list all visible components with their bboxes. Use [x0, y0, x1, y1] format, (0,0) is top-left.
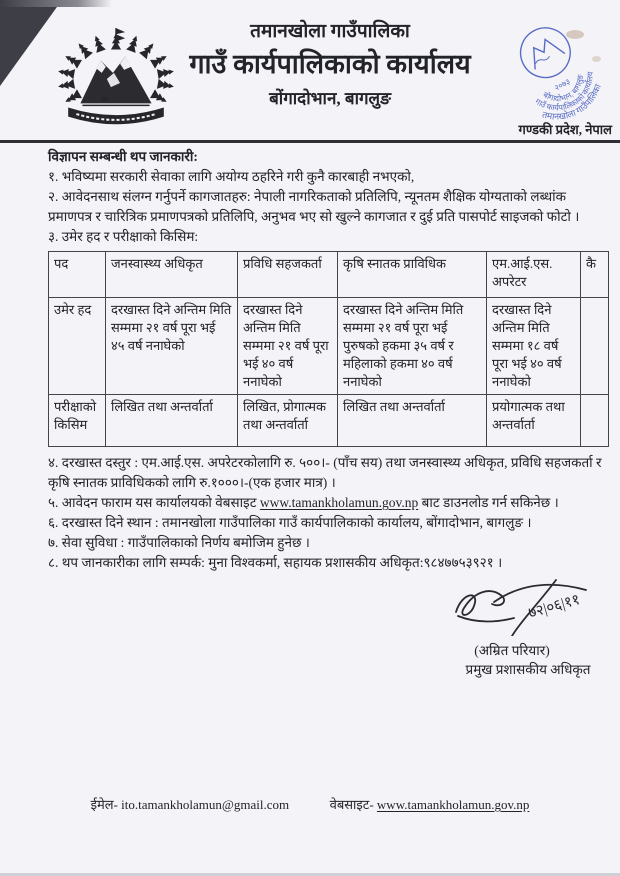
col-header-agriculture-graduate: कृषि स्नातक प्राविधिक [338, 252, 487, 298]
table-cell: लिखित तथा अन्तर्वार्ता [338, 395, 487, 447]
table-cell-empty [581, 395, 609, 447]
table-header-row [49, 252, 609, 298]
signature-date-scribble: ७२|०६|११ [526, 591, 582, 622]
table-cell: दरखास्त दिने अन्तिम मिति सम्ममा २१ वर्ष पूरा भई पुरुषको हकमा ३५ वर्ष र महिलाको हकमा ४० वर्ष ननाघेको [338, 298, 487, 395]
stamp-text-2: गाउँ कार्यपालिकाको कार्यालय [533, 71, 595, 113]
item-5-text: बाट डाउनलोड गर्न सकिनेछ । [418, 495, 559, 510]
notice-item-6: ६. दरखास्त दिने स्थान : तमानखोला गाउँपालिका गाउँ कार्यपालिकाको कार्यालय, बोंगादोभान, बागलुङ । [48, 515, 532, 530]
stamp-circle [512, 19, 579, 86]
table-cell: दरखास्त दिने अन्तिम मिति सम्ममा १८ वर्ष पूरा भई ४० वर्ष ननाघेको [487, 298, 581, 395]
col-header-technical-facilitator: प्रविधि सहजकर्ता [238, 252, 338, 298]
email-address: ito.tamankholamun@gmail.com [121, 797, 290, 812]
scan-edge-artifact [0, 0, 112, 7]
banner-ribbon [68, 107, 164, 124]
notice-item-7: ७. सेवा सुविधा : गाउँपालिकाको निर्णय बमोजिम हुनेछ । [48, 535, 310, 550]
office-name: गाउँ कार्यपालिकाको कार्यालय [189, 48, 471, 79]
stamp-text-1: तमानखोला गाउँपालिका [541, 82, 603, 122]
age-limit-row [49, 298, 609, 395]
signatory-title: प्रमुख प्रशासकीय अधिकृत [465, 662, 591, 677]
notice-item-2: २. आवेदनसाथ संलग्न गर्नुपर्ने कागजातहरु: नेपाली नागरिकताको प्रतिलिपि, न्यूनतम शैक्षिक योग्यताको लब्धांक प्रमाणपत्र र चारित्रिक प्रमाणपत्रको प्रतिलिपि, अनुभव भए सो खुल्ने कागजात र दुई प्रति पासपोर्ट साइजको फोटो । [48, 189, 580, 224]
table-cell: लिखित, प्रोगात्मक तथा अन्तर्वार्ता [238, 395, 338, 447]
col-header-mis-operator: एम.आई.एस. अपरेटर [487, 252, 581, 298]
notice-item-4: ४. दरखास्त दस्तुर : एम.आई.एस. अपरेटरकोलागि रु. ५००।- (पाँच सय) तथा जनस्वास्थ्य अधिकृत, प्रविधि सहजकर्ता र कृषि स्नातक प्राविधिकको लागि रु.१०००।-(एक हजार मात्र) । [48, 455, 602, 490]
table-cell: दरखास्त दिने अन्तिम मिति सम्ममा २१ वर्ष पूरा भई ४५ वर्ष ननाघेको [106, 298, 238, 395]
row-label-age-limit: उमेर हद [49, 298, 106, 395]
col-header-post: पद [49, 252, 106, 298]
item-5-text: ५. आवेदन फाराम यस कार्यालयको वेबसाइट [48, 495, 260, 510]
col-header-remarks: कै [581, 252, 609, 298]
vacancy-table [48, 251, 609, 447]
table-cell: दरखास्त दिने अन्तिम मिति सम्ममा २१ वर्ष पूरा भई ४० वर्ष ननाघेको [238, 298, 338, 395]
notice-item-3: ३. उमेर हद र परीक्षाको किसिम: [48, 229, 199, 244]
table-cell: लिखित तथा अन्तर्वार्ता [106, 395, 238, 447]
mountain-icon [80, 57, 151, 106]
website-label: वेबसाइट- [329, 797, 374, 812]
municipality-emblem-logo [56, 26, 176, 136]
row-label-exam-type: परीक्षाको किसिम [49, 395, 106, 447]
notice-item-8: ८. थप जानकारीका लागि सम्पर्क: मुना विश्वकर्मा, सहायक प्रशासकीय अधिकृत:९८४७७५३९२१ । [48, 555, 503, 570]
col-header-public-health-officer: जनस्वास्थ्य अधिकृत [106, 252, 238, 298]
notice-item-1: १. भविष्यमा सरकारी सेवाका लागि अयोग्य ठहरिने गरी कुनै कारबाही नभएको, [48, 169, 415, 184]
office-address: बोंगादोभान, बागलुङ [269, 88, 391, 108]
municipality-name: तमानखोला गाउँपालिका [250, 21, 410, 42]
exam-type-row [49, 395, 609, 447]
website-link-text: www.tamankholamun.gov.np [259, 495, 419, 510]
table-cell-empty [581, 298, 609, 395]
contact-footer [0, 795, 620, 813]
signatory-name: (अम्रित परियार) [474, 643, 550, 658]
stamp-text-3: बोगादोभान, बागलुङ [541, 74, 585, 104]
handwritten-signature [428, 578, 618, 636]
website-url: www.tamankholamun.gov.np [376, 797, 530, 812]
header-divider [0, 140, 620, 143]
stamp-year: २०७३ [552, 76, 572, 93]
province-line: गण्डकी प्रदेश, नेपाल [518, 122, 612, 137]
notice-heading: विज्ञापन सम्बन्धी थप जानकारी: [48, 149, 198, 164]
email-label: ईमेल- [90, 797, 118, 812]
stamp-mountain-icon [525, 34, 565, 69]
notice-body [48, 147, 608, 573]
notice-item-5 [48, 493, 608, 513]
letterhead [160, 20, 500, 109]
signature-block [428, 578, 618, 679]
table-cell: प्रयोगात्मक तथा अन्तर्वार्ता [487, 395, 581, 447]
